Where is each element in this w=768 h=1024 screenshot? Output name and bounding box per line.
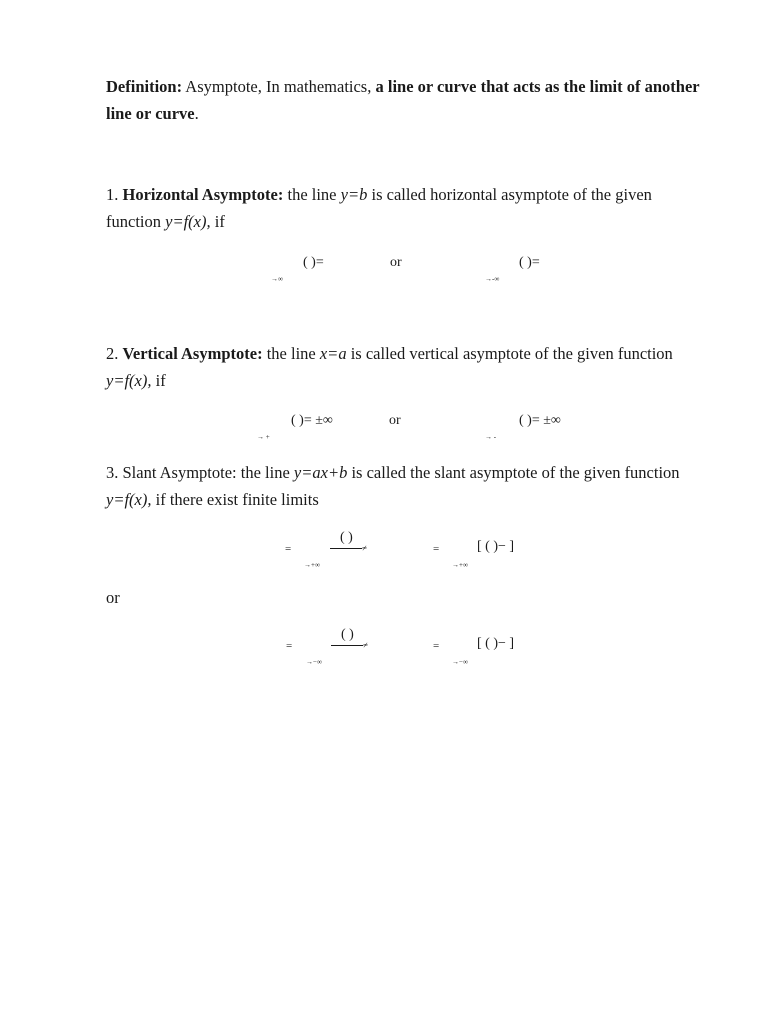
horizontal-text-2: is called horizontal asymptote of the given function bbox=[106, 185, 652, 231]
slant-row2-neq: ≠ bbox=[363, 640, 368, 650]
slant-row1-neq: ≠ bbox=[362, 543, 367, 553]
slant-text-1: the line bbox=[236, 463, 294, 482]
slant-row2-eq2: = bbox=[433, 640, 440, 652]
vertical-eq-left-sub: → + bbox=[257, 433, 270, 441]
vertical-or: or bbox=[389, 413, 401, 428]
vertical-eq-left: ( )= ±∞ bbox=[291, 413, 333, 428]
definition-label: Definition: bbox=[106, 77, 183, 96]
slant-text-2: is called the slant asymptote of the given function bbox=[347, 463, 680, 482]
slant-asymptote-paragraph bbox=[106, 459, 706, 513]
definition-end: . bbox=[194, 104, 199, 123]
definition-bold-text: a line or curve that acts as the limit of another line or curve bbox=[106, 77, 700, 123]
slant-row1-fraction-bar bbox=[330, 548, 362, 549]
vertical-text-3: if bbox=[151, 371, 166, 390]
slant-row2-sub1: →−∞ bbox=[306, 658, 322, 666]
horizontal-asymptote-paragraph bbox=[106, 181, 706, 235]
slant-text-3: if there exist finite limits bbox=[151, 490, 319, 509]
horizontal-eq-left: ( )= bbox=[303, 255, 324, 270]
slant-line-eq: y=ax+b bbox=[293, 463, 348, 482]
slant-row2-bracket: [ ( )− ] bbox=[477, 636, 515, 651]
horizontal-eq-right: ( )= bbox=[519, 255, 540, 270]
slant-row1-eq1: = bbox=[285, 543, 292, 555]
horizontal-eq-left-sub: →∞ bbox=[271, 275, 283, 283]
vertical-line-eq: x=a bbox=[319, 344, 347, 363]
slant-row2-fraction-bar bbox=[331, 645, 363, 646]
definition-paragraph bbox=[106, 73, 706, 127]
slant-row1-numerator: ( ) bbox=[340, 530, 353, 545]
slant-row2-sub2: →−∞ bbox=[452, 658, 468, 666]
vertical-text-2: is called vertical asymptote of the given function bbox=[346, 344, 673, 363]
slant-or: or bbox=[106, 588, 120, 607]
vertical-title: Vertical Asymptote: bbox=[122, 344, 263, 363]
vertical-text-1: the line bbox=[262, 344, 320, 363]
vertical-func: y=f(x), bbox=[106, 371, 152, 390]
slant-func: y=f(x), bbox=[106, 490, 152, 509]
slant-row1-bracket: [ ( )− ] bbox=[477, 539, 515, 554]
slant-row1-sub2: →+∞ bbox=[452, 561, 468, 569]
slant-title: 3. Slant Asymptote: bbox=[106, 463, 237, 482]
vertical-eq-right-sub: → - bbox=[485, 433, 497, 441]
horizontal-func: y=f(x), bbox=[165, 212, 211, 231]
horizontal-eq-right-sub: →-∞ bbox=[485, 275, 500, 283]
horizontal-text-3: if bbox=[210, 212, 225, 231]
horizontal-number: 1. bbox=[106, 185, 123, 204]
definition-text: Asymptote, In mathematics, bbox=[182, 77, 376, 96]
slant-row1-eq2: = bbox=[433, 543, 440, 555]
slant-row2-numerator: ( ) bbox=[341, 627, 354, 642]
horizontal-or: or bbox=[390, 255, 402, 270]
vertical-asymptote-paragraph bbox=[106, 340, 706, 394]
horizontal-text-1: the line bbox=[283, 185, 341, 204]
horizontal-line-eq: y=b bbox=[340, 185, 368, 204]
horizontal-title: Horizontal Asymptote: bbox=[122, 185, 284, 204]
vertical-number: 2. bbox=[106, 344, 123, 363]
vertical-eq-right: ( )= ±∞ bbox=[519, 413, 561, 428]
slant-row1-sub1: →+∞ bbox=[304, 561, 320, 569]
slant-row2-eq1: = bbox=[286, 640, 293, 652]
